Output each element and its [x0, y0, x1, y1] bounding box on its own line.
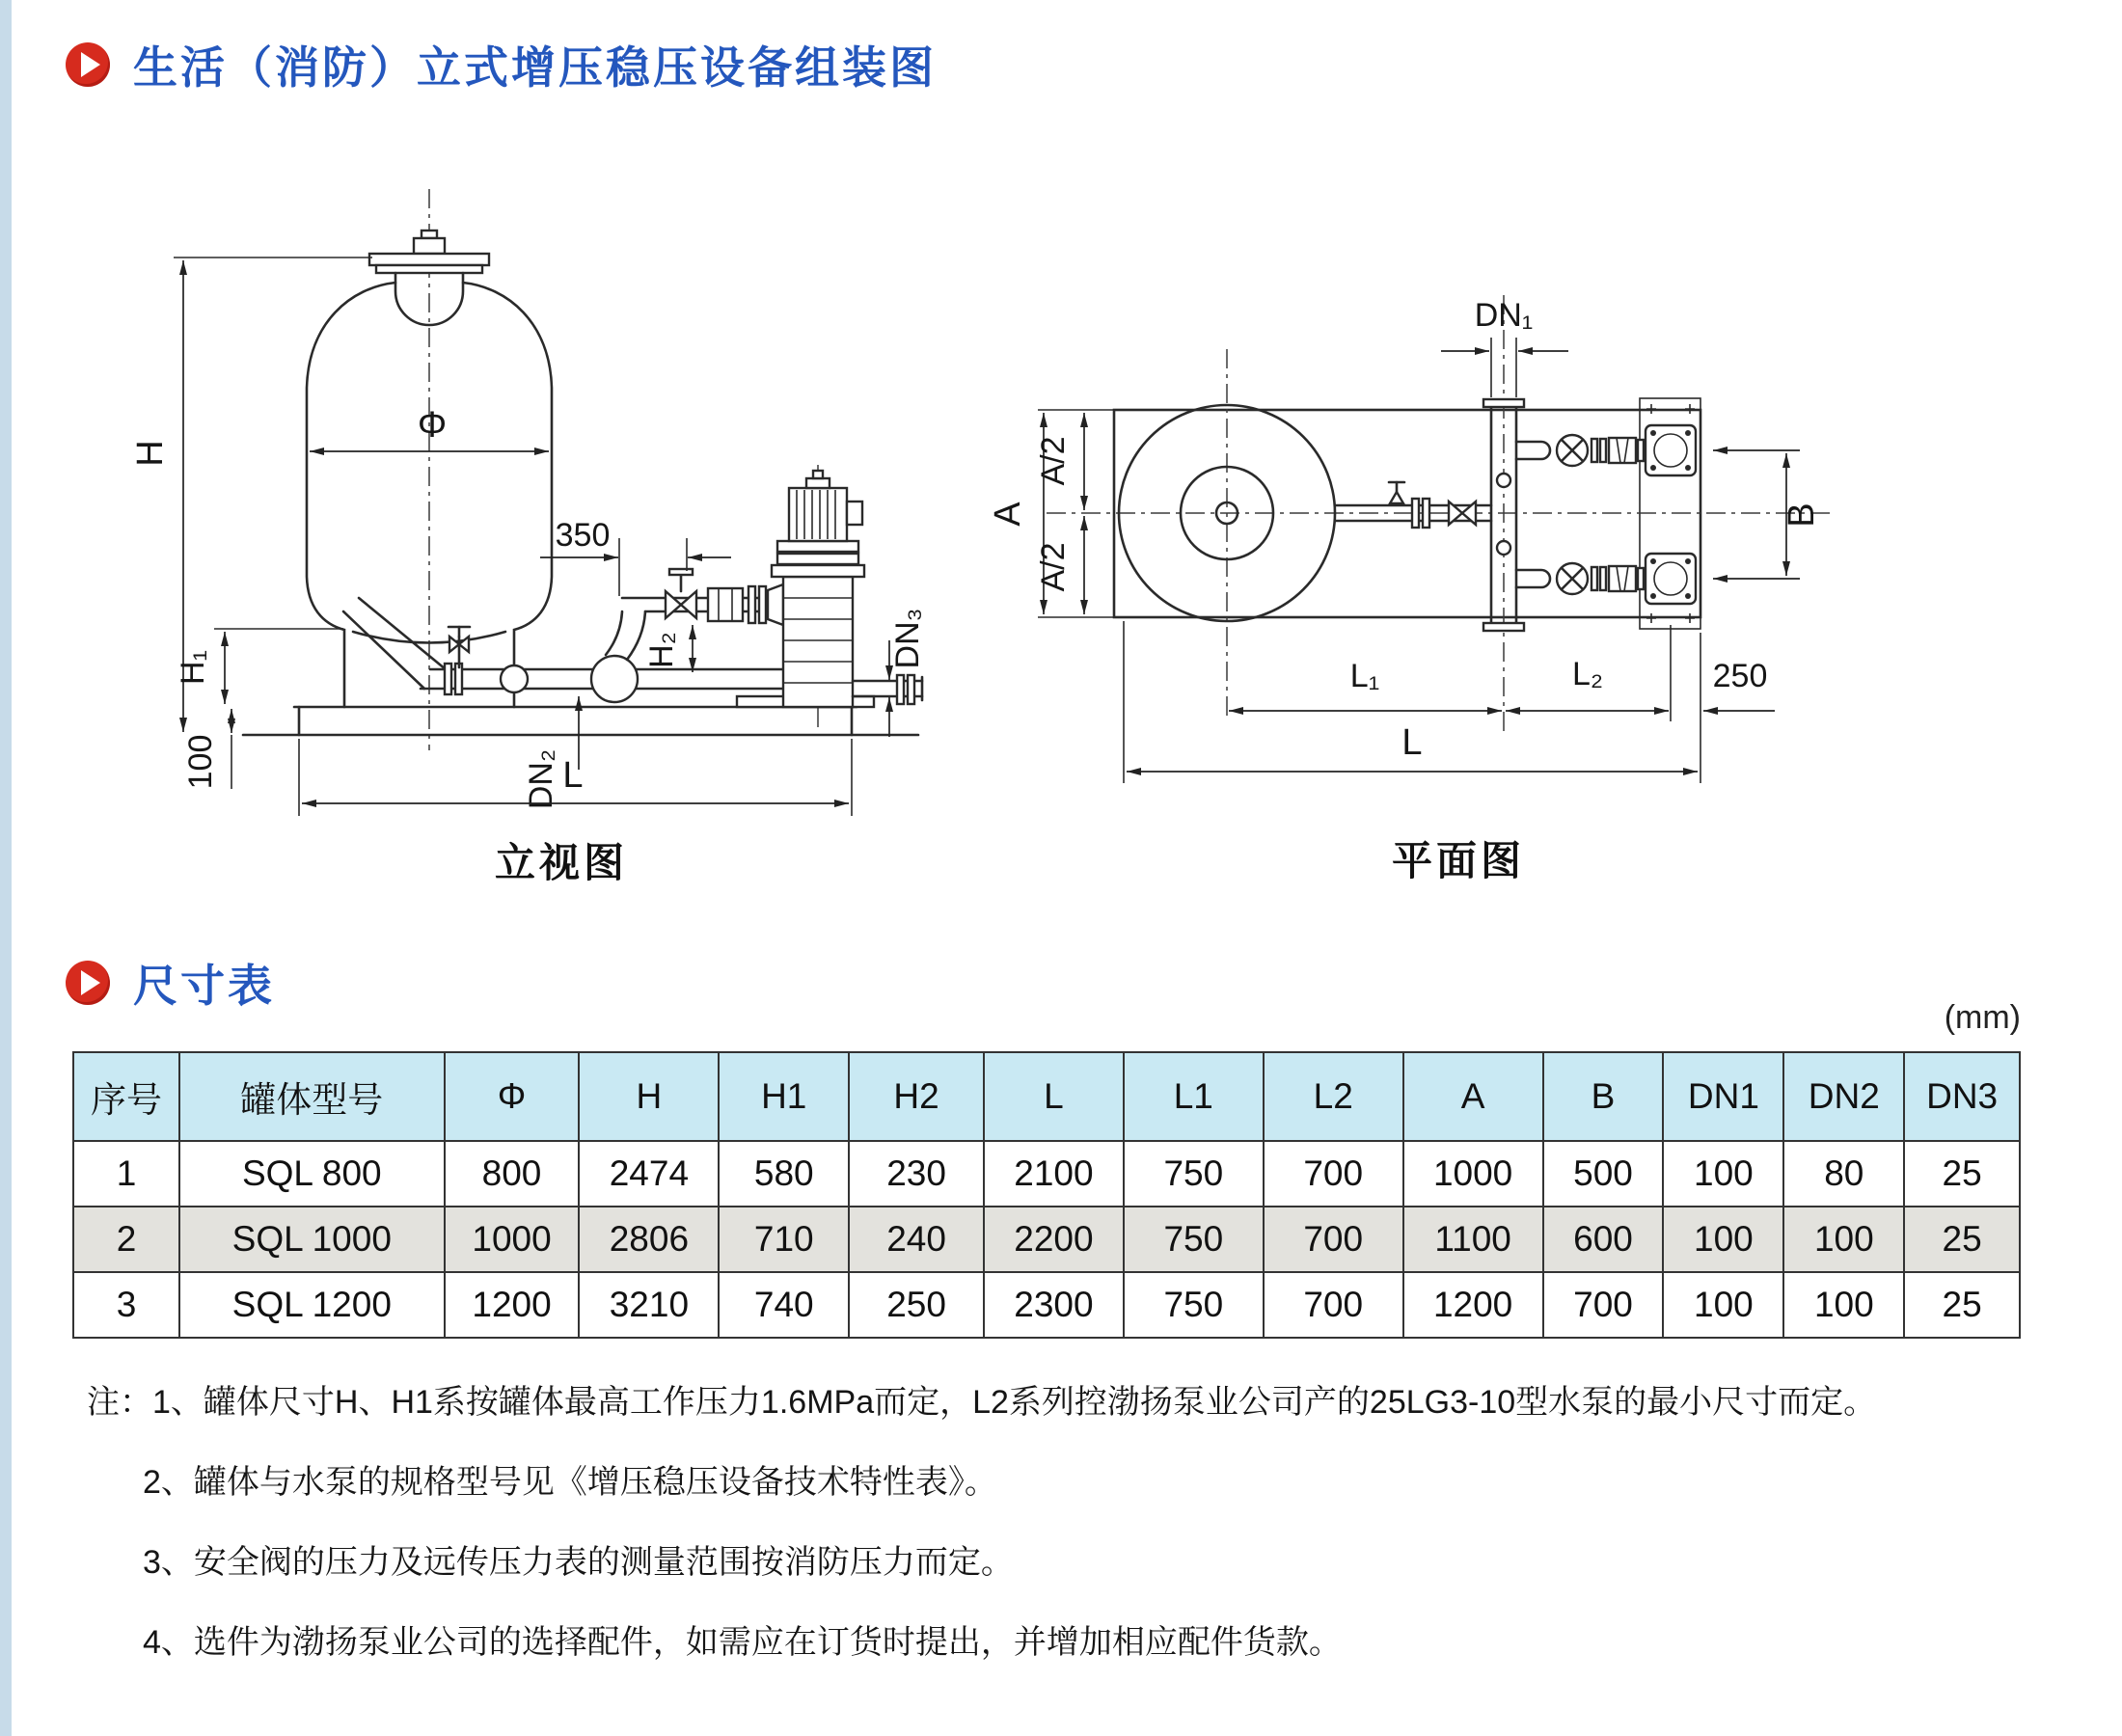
- table-cell: 80: [1783, 1141, 1904, 1207]
- suction-piping: [343, 598, 783, 702]
- table-row: [73, 1207, 2020, 1272]
- table-header-row: [73, 1052, 2020, 1141]
- column-header: DN1: [1663, 1052, 1783, 1141]
- table-cell: 2300: [984, 1272, 1124, 1338]
- plan-base-rect: [1114, 410, 1700, 617]
- table-cell: 500: [1543, 1141, 1664, 1207]
- table-row: [73, 1272, 2020, 1338]
- table-cell: 2200: [984, 1207, 1124, 1272]
- red-play-bullet-icon: [66, 961, 110, 1005]
- tank-top-view: [1047, 349, 1833, 721]
- table-cell: 25: [1904, 1207, 2020, 1272]
- table-cell: 100: [1783, 1272, 1904, 1338]
- dim-label-dn1: DN₁: [1474, 297, 1534, 334]
- table-cell: 1100: [1403, 1207, 1543, 1272]
- table-cell: 1200: [1403, 1272, 1543, 1338]
- column-header: 序号: [73, 1052, 179, 1141]
- pump-branch-bottom: [1516, 554, 1800, 604]
- red-play-bullet-icon: [66, 42, 110, 87]
- note-line: [87, 1535, 2064, 1583]
- column-header: B: [1543, 1052, 1664, 1141]
- column-header: 罐体型号: [179, 1052, 445, 1141]
- table-cell: 750: [1124, 1272, 1264, 1338]
- table-cell: SQL 1200: [179, 1272, 445, 1338]
- dim-label-l: L: [562, 755, 584, 796]
- table-cell: 600: [1543, 1207, 1664, 1272]
- dim-label-dn2: DN₂: [523, 748, 559, 810]
- elevation-view: [130, 189, 926, 816]
- dim-label-100: 100: [182, 734, 219, 790]
- scan-edge-strip: [0, 0, 12, 1736]
- dim-label-dn3: DN₃: [889, 608, 926, 669]
- dim-label-a2-bottom: A/2: [1035, 542, 1072, 592]
- table-cell: 25: [1904, 1141, 2020, 1207]
- pump-foot: [737, 696, 874, 707]
- dim-label-phi: Φ: [417, 405, 448, 446]
- table-cell: 100: [1663, 1207, 1783, 1272]
- table-cell: 3: [73, 1272, 179, 1338]
- globe-valve: [666, 569, 696, 618]
- column-header: DN3: [1904, 1052, 2020, 1141]
- dim-label-plan-l: L: [1401, 722, 1423, 763]
- safety-valve: [449, 627, 470, 667]
- assembly-title: 生活（消防）立式增压稳压设备组装图: [133, 42, 937, 93]
- dim-label-b: B: [1782, 502, 1822, 528]
- dim-label-h1: H₁: [175, 649, 211, 686]
- table-cell: 2100: [984, 1141, 1124, 1207]
- column-header: H: [579, 1052, 719, 1141]
- dim-label-h: H: [130, 440, 171, 467]
- assembly-title-row: [66, 33, 937, 96]
- note-text: 3、安全阀的压力及远传压力表的测量范围按消防压力而定。: [143, 1544, 1014, 1581]
- table-cell: 800: [445, 1141, 580, 1207]
- base-frame: [243, 707, 918, 735]
- note-line: [87, 1375, 2064, 1423]
- notes-block: [87, 1375, 2064, 1695]
- dim-label-a2-top: A/2: [1035, 436, 1072, 486]
- table-cell: 710: [719, 1207, 849, 1272]
- column-header: H1: [719, 1052, 849, 1141]
- dim-label-l1: L₁: [1349, 658, 1380, 694]
- note-text: 1、罐体尺寸H、H1系按罐体最高工作压力1.6MPa而定，L2系列控渤扬泵业公司产的25LG3-10型水泵的最小尺寸而定。: [152, 1384, 1877, 1421]
- discharge-pipe: [853, 675, 922, 704]
- table-cell: SQL 800: [179, 1141, 445, 1207]
- table-cell: 750: [1124, 1207, 1264, 1272]
- table-cell: 700: [1264, 1141, 1403, 1207]
- table-cell: 700: [1264, 1207, 1403, 1272]
- dimension-table: [72, 1051, 2021, 1339]
- table-cell: 1: [73, 1141, 179, 1207]
- elevation-caption: 立视图: [494, 840, 628, 885]
- note-line: [87, 1615, 2064, 1663]
- table-cell: 2: [73, 1207, 179, 1272]
- motor: [789, 488, 847, 541]
- table-cell: 700: [1543, 1272, 1664, 1338]
- unit-label: (mm): [1944, 999, 2021, 1036]
- elbow-circle: [591, 656, 638, 702]
- elevation-dimensions: [130, 258, 926, 816]
- table-cell: 3210: [579, 1272, 719, 1338]
- table-cell: SQL 1000: [179, 1207, 445, 1272]
- column-header: DN2: [1783, 1052, 1904, 1141]
- table-cell: 100: [1663, 1141, 1783, 1207]
- note-line: [87, 1455, 2064, 1503]
- tank-top-flange: [369, 231, 489, 325]
- pump-assembly: [737, 465, 874, 731]
- dim-label-h2: H₂: [643, 632, 680, 668]
- table-cell: 240: [849, 1207, 984, 1272]
- plan-dimensions: [988, 297, 1822, 783]
- plan-view: [988, 295, 1833, 783]
- manifold-pipe: [1483, 295, 1524, 731]
- column-header: Φ: [445, 1052, 580, 1141]
- table-cell: 740: [719, 1272, 849, 1338]
- table-cell: 2806: [579, 1207, 719, 1272]
- table-row: [73, 1141, 2020, 1207]
- table-cell: 580: [719, 1141, 849, 1207]
- plan-connecting-pipe: [1335, 482, 1491, 528]
- column-header: H2: [849, 1052, 984, 1141]
- table-cell: 250: [849, 1272, 984, 1338]
- table-cell: 25: [1904, 1272, 2020, 1338]
- column-header: A: [1403, 1052, 1543, 1141]
- pump-branch-top: [1516, 425, 1800, 475]
- notes-prefix: 注：: [87, 1384, 152, 1421]
- column-header: L2: [1264, 1052, 1403, 1141]
- table-cell: 230: [849, 1141, 984, 1207]
- dim-label-l2: L₂: [1571, 656, 1604, 692]
- table-cell: 100: [1663, 1272, 1783, 1338]
- pump-column: [783, 577, 853, 707]
- dimension-table-title: 尺寸表: [133, 961, 275, 1011]
- dim-label-350: 350: [555, 517, 611, 554]
- column-header: L: [984, 1052, 1124, 1141]
- note-text: 4、选件为渤扬泵业公司的选择配件，如需应在订货时提出，并增加相应配件货款。: [143, 1624, 1342, 1661]
- flanged-joint-circle: [501, 665, 528, 692]
- table-cell: 1000: [1403, 1141, 1543, 1207]
- plan-caption: 平面图: [1391, 838, 1525, 883]
- tank-outline: [307, 283, 552, 707]
- table-cell: 2474: [579, 1141, 719, 1207]
- table-cell: 700: [1264, 1272, 1403, 1338]
- flex-coupling: [708, 584, 783, 625]
- note-text: 2、罐体与水泵的规格型号见《增压稳压设备技术特性表》。: [143, 1464, 997, 1501]
- table-cell: 750: [1124, 1141, 1264, 1207]
- dim-label-250: 250: [1712, 658, 1768, 694]
- table-cell: 100: [1783, 1207, 1904, 1272]
- pump-mount-plate: [1640, 398, 1700, 629]
- dim-label-a: A: [988, 502, 1028, 527]
- table-cell: 1200: [445, 1272, 580, 1338]
- column-header: L1: [1124, 1052, 1264, 1141]
- dimension-table-title-row: [66, 951, 275, 1015]
- table-cell: 1000: [445, 1207, 580, 1272]
